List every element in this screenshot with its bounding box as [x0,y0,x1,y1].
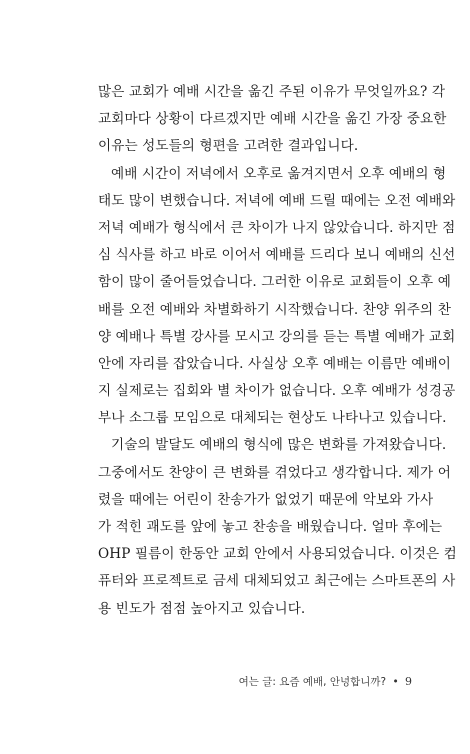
page-footer [239,675,412,689]
text-line: 퓨터와 프로젝트로 금세 대체되었고 최근에는 스마트폰의 사 [98,573,456,590]
text-line: 안에 자리를 잡았습니다. 사실상 오후 예배는 이름만 예배이 [98,355,451,372]
text-line: 그중에서도 찬양이 큰 변화를 겪었다고 생각합니다. 제가 어 [98,464,451,481]
text-line: 예배 시간이 저녁에서 오후로 옮겨지면서 오후 예배의 형 [111,165,447,182]
paragraph-3 [98,432,457,622]
text-line: OHP 필름이 한동안 교회 안에서 사용되었습니다. 이것은 컴 [98,546,457,563]
text-line: 기술의 발달도 예배의 형식에 많은 변화를 가져왔습니다. [111,437,447,454]
text-line: 태도 많이 변했습니다. 저녁에 예배 드릴 때에는 오전 예배와 [98,192,456,209]
text-line: 함이 많이 줄어들었습니다. 그러한 이유로 교회들이 오후 예 [98,274,451,291]
body-text [98,79,457,623]
text-line: 가 적힌 괘도를 앞에 놓고 찬송을 배웠습니다. 얼마 후에는 [98,519,443,535]
text-line: 렸을 때에는 어린이 찬송가가 없었기 때문에 악보와 가사 [98,491,434,508]
text-line: 심 식사를 하고 바로 이어서 예배를 드리다 보니 예배의 신선 [98,247,456,264]
paragraph-2 [98,161,456,433]
paragraph-1 [98,79,447,161]
separator-dot: • [392,676,399,688]
text-line: 양 예배나 특별 강사를 모시고 강의를 듣는 특별 예배가 교회 [98,328,456,345]
text-line: 저녁 예배가 형식에서 큰 차이가 나지 않았습니다. 하지만 점 [98,219,456,236]
text-line: 부나 소그룹 모임으로 대체되는 현상도 나타나고 있습니다. [98,410,447,427]
text-line: 교회마다 상황이 다르겠지만 예배 시간을 옮긴 가장 중요한 [98,111,447,128]
text-line: 많은 교회가 예배 시간을 옮긴 주된 이유가 무엇일까요? 각 [98,84,446,100]
text-line: 지 실제로는 집회와 별 차이가 없습니다. 오후 예배가 성경공 [98,383,456,400]
running-title: 여는 글: 요즘 예배, 안녕합니까? [238,676,387,688]
text-line: 배를 오전 예배와 차별화하기 시작했습니다. 찬양 위주의 찬 [98,301,451,318]
text-line: 용 빈도가 점점 높아지고 있습니다. [98,600,306,617]
text-line: 이유는 성도들의 형편을 고려한 결과입니다. [98,138,359,155]
page-number: 9 [405,675,412,688]
